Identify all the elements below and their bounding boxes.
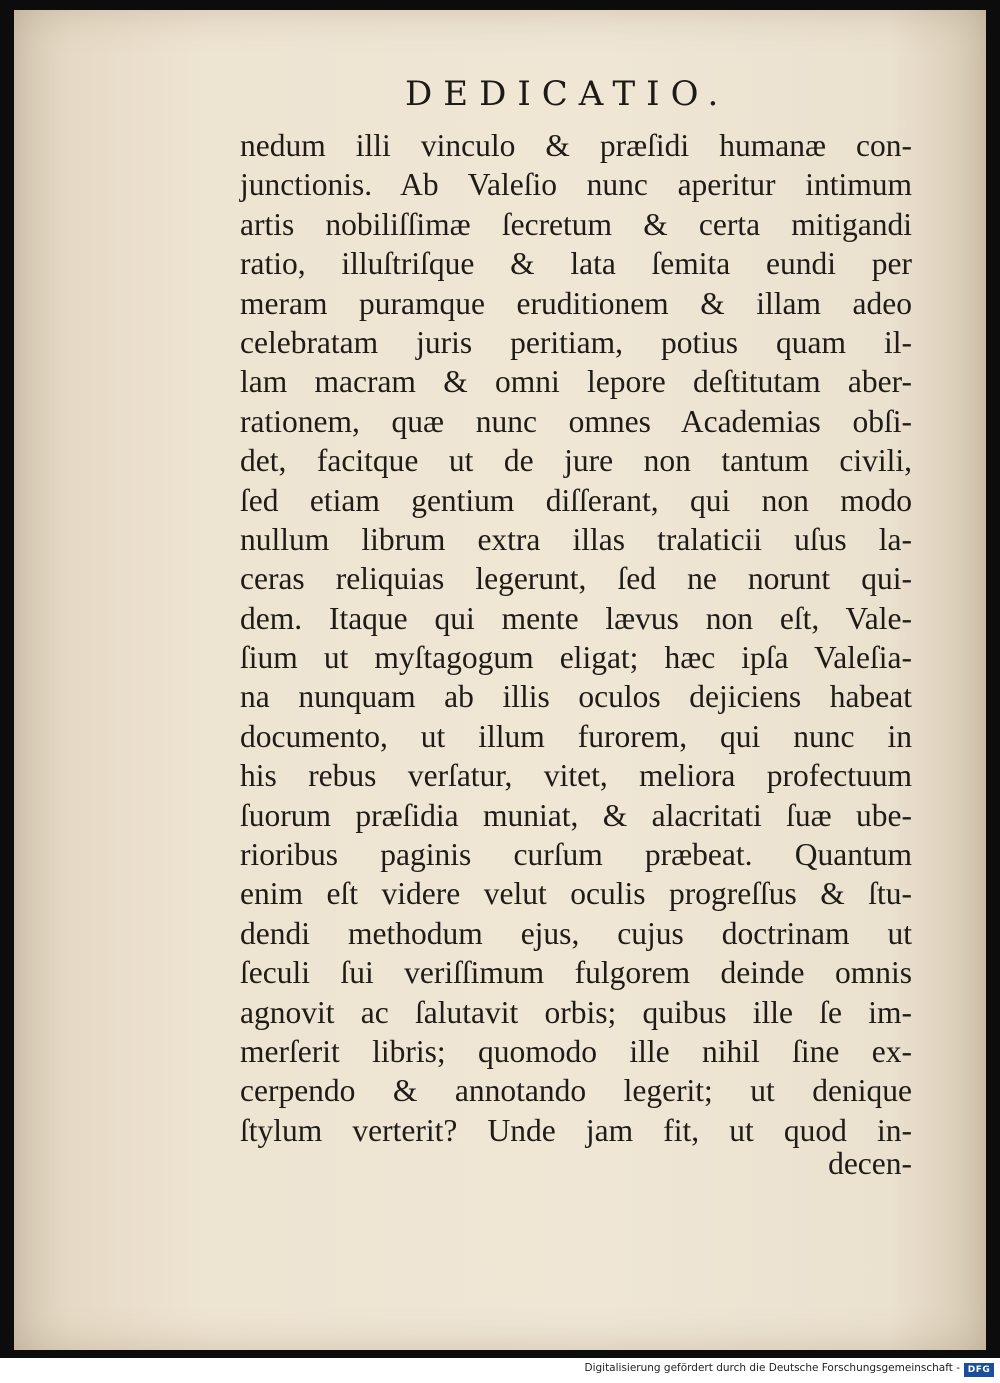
text-line: meram puramque eruditionem & illam adeo	[240, 285, 912, 321]
text-line: nedum illi vinculo & præſidi humanæ con-	[240, 128, 912, 163]
text-line: junctionis. Ab Valeſio nunc aperitur intimum	[240, 167, 912, 203]
dfg-logo-icon: DFG	[964, 1363, 994, 1377]
text-line: nullum librum extra illas tralaticii uſus la-	[240, 521, 912, 557]
text-line: celebratam juris peritiam, potius quam il-	[240, 324, 912, 360]
text-line: ſuorum præſidia muniat, & alacritati ſuæ ube-	[240, 797, 912, 833]
text-line: na nunquam ab illis oculos dejiciens habeat	[240, 679, 912, 715]
text-line: cerpendo & annotando legerit; ut denique	[240, 1073, 912, 1109]
text-line: rationem, quæ nunc omnes Academias obſi-	[240, 403, 912, 439]
text-line: dendi methodum ejus, cujus doctrinam ut	[240, 915, 912, 951]
footer-bar	[0, 1358, 1000, 1383]
text-line: ceras reliquias legerunt, ſed ne norunt qui-	[240, 561, 912, 597]
text-line: ſeculi ſui veriſſimum fulgorem deinde omnis	[240, 955, 912, 991]
catchword: decen-	[828, 1146, 912, 1181]
text-line: ratio, illuſtriſque & lata ſemita eundi per	[240, 246, 912, 282]
body-text	[240, 126, 912, 1150]
text-line: rioribus paginis curſum præbeat. Quantum	[240, 837, 912, 873]
text-line: documento, ut illum furorem, qui nunc in	[240, 718, 912, 754]
text-line: ſed etiam gentium diſſerant, qui non modo	[240, 482, 912, 518]
text-line: merſerit libris; quomodo ille nihil ſine ex-	[240, 1033, 912, 1069]
text-line: his rebus verſatur, vitet, meliora profectuum	[240, 758, 912, 794]
page-heading: DEDICATIO.	[405, 74, 730, 114]
text-line: ſium ut myſtagogum eligat; hæc ipſa Valeſia-	[240, 640, 912, 676]
text-line: lam macram & omni lepore deſtitutam aber-	[240, 364, 912, 400]
text-line: det, facitque ut de jure non tantum civili,	[240, 443, 912, 479]
text-line: enim eſt videre velut oculis progreſſus & ſtu-	[240, 876, 912, 912]
text-line: dem. Itaque qui mente lævus non eſt, Vale-	[240, 600, 912, 636]
text-line: agnovit ac ſalutavit orbis; quibus ille ſe im-	[240, 994, 912, 1030]
funding-credit: Digitalisierung gefördert durch die Deutsche Forschungsgemeinschaft -	[584, 1362, 960, 1374]
text-line: ſtylum verterit? Unde jam fit, ut quod in-	[240, 1112, 912, 1148]
text-line: artis nobiliſſimæ ſecretum & certa mitigandi	[240, 206, 912, 242]
